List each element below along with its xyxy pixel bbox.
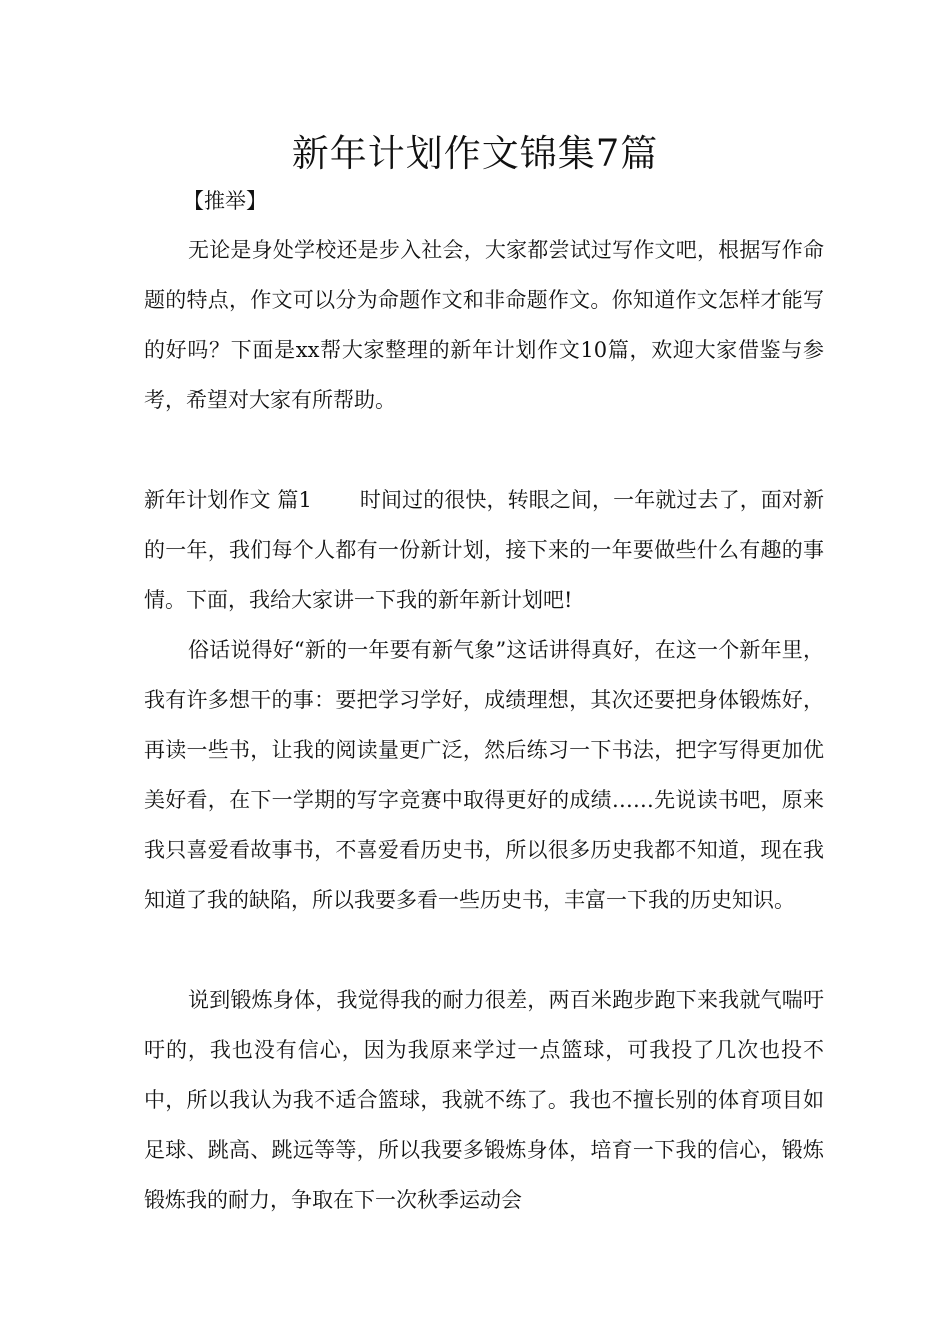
section-1-lead-text: 时间过的很快，转眼之间，一年就过去了，面对新的一年，我们每个人都有一份新计划，接下来的一年要做些什么有趣的事情。下面，我给大家讲一下我的新年新计划吧! <box>144 488 824 612</box>
section-1-first-paragraph <box>144 475 824 625</box>
document-title: 新年计划作文锦集7篇 <box>291 132 659 175</box>
recommend-tag: 【推举】 <box>183 189 267 213</box>
section-1-paragraph-3: 说到锻炼身体，我觉得我的耐力很差，两百米跑步跑下来我就气喘吁吁的，我也没有信心，因为我原来学过一点篮球，可我投了几次也投不中，所以我认为我不适合篮球，我就不练了。我也不擅长别的体育项目如足球、跳高、跳远等等，所以我要多锻炼身体，培育一下我的信心，锻炼锻炼我的耐力，争取在下一次秋季运动会 <box>144 988 824 1212</box>
section-1-heading: 新年计划作文 篇1 <box>144 488 312 512</box>
section-1-paragraph-2: 俗话说得好“新的一年要有新气象”这话讲得真好，在这一个新年里，我有许多想干的事：要把学习学好，成绩理想，其次还要把身体锻炼好，再读一些书，让我的阅读量更广泛，然后练习一下书法，把字写得更加优美好看，在下一学期的写字竞赛中取得更好的成绩……先说读书吧，原来我只喜爱看故事书，不喜爱看历史书，所以很多历史我都不知道，现在我知道了我的缺陷，所以我要多看一些历史书，丰富一下我的历史知识。 <box>144 638 824 912</box>
intro-paragraph: 无论是身处学校还是步入社会，大家都尝试过写作文吧，根据写作命题的特点，作文可以分为命题作文和非命题作文。你知道作文怎样才能写的好吗？下面是xx帮大家整理的新年计划作文10篇，欢迎大家借鉴与参考，希望对大家有所帮助。 <box>144 238 824 412</box>
